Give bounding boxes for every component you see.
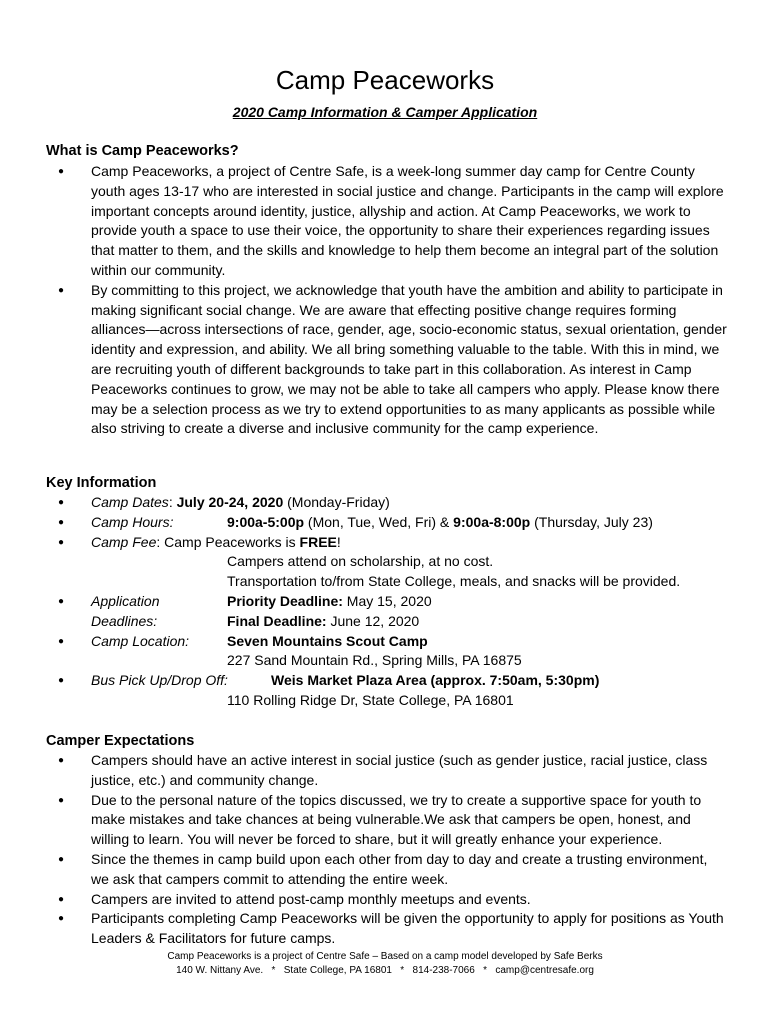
deadlines-row xyxy=(58,592,738,612)
priority-deadline-value: May 15, 2020 xyxy=(342,592,432,609)
bus-label: Bus Pick Up/Drop Off: xyxy=(91,672,228,689)
bullet-icon: ● xyxy=(58,635,65,647)
camp-dates-row: ● Camp Dates: July 20-24, 2020 (Monday-Friday) xyxy=(58,493,738,513)
priority-deadline-label: Priority Deadline: xyxy=(227,592,343,609)
application-label: Application xyxy=(91,592,160,609)
fee-note-transportation: Transportation to/from State College, meals, and snacks will be provided. xyxy=(227,573,681,590)
camp-fee-row: ● Camp Fee: Camp Peaceworks is FREE! xyxy=(58,533,738,553)
camp-fee-value: FREE xyxy=(299,533,337,550)
what-bullet-list xyxy=(58,162,728,439)
camp-fee-label: Camp Fee xyxy=(91,533,157,550)
list-item: ● Campers are invited to attend post-camp monthly meetups and events. xyxy=(58,890,728,910)
camp-location-address: 227 Sand Mountain Rd., Spring Mills, PA 16875 xyxy=(227,652,522,669)
camp-location-name: Seven Mountains Scout Camp xyxy=(227,632,428,649)
bullet-icon: ● xyxy=(58,536,65,548)
footer-contact: 140 W. Nittany Ave. * State College, PA 16801 * 814-238-7066 * camp@centresafe.org xyxy=(176,965,594,976)
bullet-icon: ● xyxy=(58,516,65,528)
bus-row xyxy=(58,671,738,691)
camp-hours-row: ● Camp Hours: 9:00a-5:00p (Mon, Tue, Wed, Fri) & 9:00a-8:00p (Thursday, July 23) xyxy=(58,513,738,533)
page-title: Camp Peaceworks xyxy=(275,65,495,95)
key-info-list xyxy=(58,493,738,711)
list-item: ● Campers should have an active interest in social justice (such as gender justice, racial justice, class justice, etc.) and community change. xyxy=(58,751,728,791)
bullet-icon: ● xyxy=(58,675,65,687)
list-item: ● Due to the personal nature of the topics discussed, we try to create a supportive space for youth to make mistakes and take chances at being vulnerable.We ask that campers be open, honest, and willing to learn. You will never be forced to share, but it will greatly enhance your experience. xyxy=(58,791,728,850)
list-item: ● By committing to this project, we acknowledge that youth have the ambition and ability to participate in making significant social change. We are aware that effecting positive change requires forming alliances—across intersections of race, gender, age, socio-economic status, sexual orientation, gender identity and expression, and ability. We all bring something valuable to the table. With this in mind, we are recruiting youth of different backgrounds to take part in this collaboration. As interest in Camp Peaceworks continues to grow, we may not be able to take all campers who apply. Please know there may be a selection process as we try to extend opportunities to as many applicants as possible while also striving to create a diverse and inclusive community for the camp experience. xyxy=(58,281,728,439)
bullet-icon: ● xyxy=(58,497,65,508)
page-subtitle: 2020 Camp Information & Camper Application xyxy=(232,104,538,120)
camp-location-label: Camp Location: xyxy=(91,632,190,649)
deadlines-label: Deadlines: xyxy=(91,612,158,629)
section-heading-what: What is Camp Peaceworks? xyxy=(46,143,239,159)
camp-dates-label: Camp Dates xyxy=(91,494,169,510)
list-item: ● Since the themes in camp build upon each other from day to day and create a trusting environment, we ask that campers commit to attending the entire week. xyxy=(58,850,728,890)
camp-hours-value-1: 9:00a-5:00p xyxy=(227,513,305,530)
camp-hours-value-2: 9:00a-8:00p xyxy=(453,513,531,530)
final-deadline-value: June 12, 2020 xyxy=(326,612,420,629)
list-item: ● Participants completing Camp Peaceworks will be given the opportunity to apply for positions as Youth Leaders & Facilitators for future camps. xyxy=(58,909,728,949)
camp-hours-label: Camp Hours: xyxy=(91,513,174,530)
bus-location: Weis Market Plaza Area (approx. 7:50am, 5:30pm) xyxy=(271,672,600,689)
section-heading-expectations: Camper Expectations xyxy=(46,733,195,749)
camp-location-row xyxy=(58,632,738,652)
list-item: ● Camp Peaceworks, a project of Centre Safe, is a week-long summer day camp for Centre County youth ages 13-17 who are interested in social justice and change. Participants in the camp will explore important concepts around identity, justice, allyship and action. At Camp Peaceworks, we work to provide youth a space to use their voice, the opportunity to share their experiences regarding issues that matter to them, and the skills and knowledge to help them become an integral part of the solution within our community. xyxy=(58,162,728,281)
final-deadline-label: Final Deadline: xyxy=(227,612,327,629)
footer-line-1: Camp Peaceworks is a project of Centre Safe – Based on a camp model developed by Safe Berks xyxy=(167,951,603,962)
section-heading-key-info: Key Information xyxy=(46,475,157,491)
fee-note-scholarship: Campers attend on scholarship, at no cost. xyxy=(227,553,494,570)
bullet-icon: ● xyxy=(58,595,65,607)
bus-address: 110 Rolling Ridge Dr, State College, PA 16801 xyxy=(227,691,514,708)
camp-dates-value: July 20-24, 2020 xyxy=(176,494,284,510)
expectations-bullet-list xyxy=(58,751,728,949)
page-footer xyxy=(0,950,770,978)
